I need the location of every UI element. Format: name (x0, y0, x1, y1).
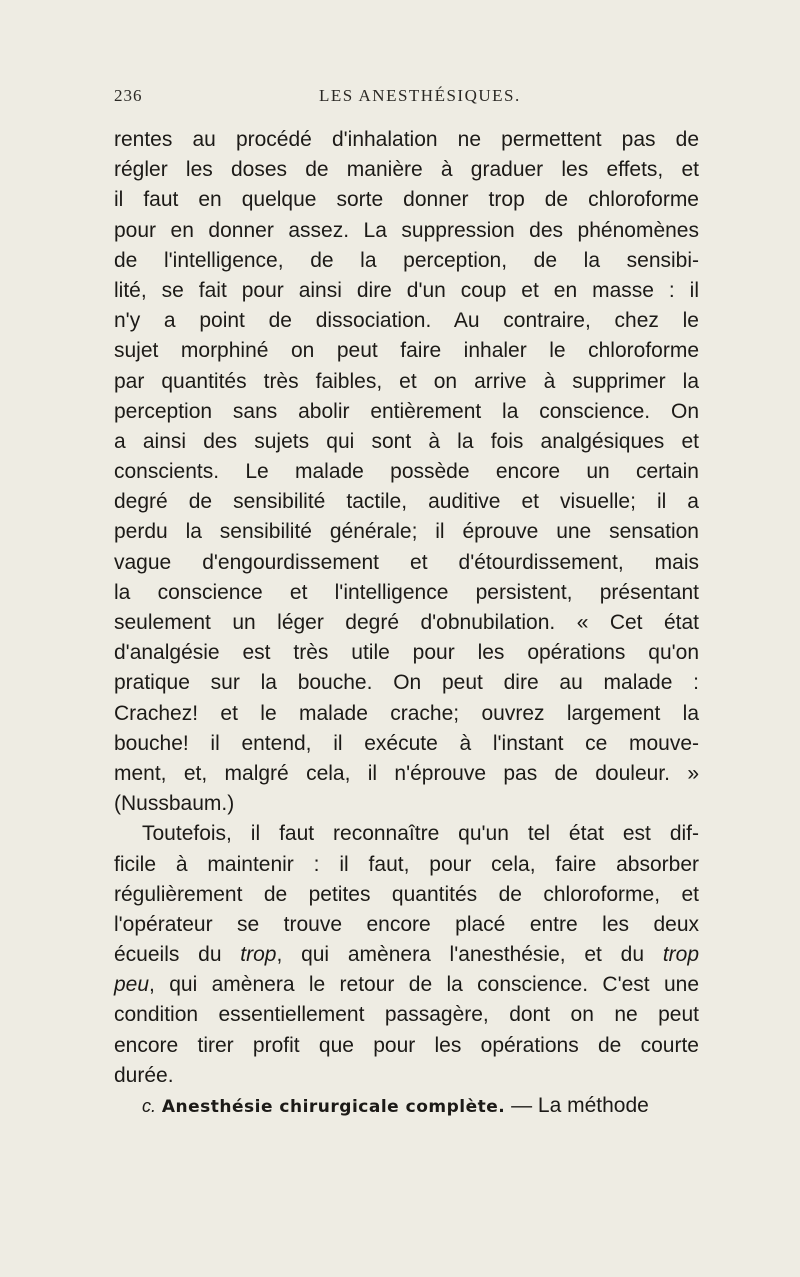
page-number: 236 (114, 86, 143, 105)
italic-word: trop (240, 943, 277, 967)
italic-word: trop (662, 943, 699, 967)
text-line: sujet morphiné on peut faire inhaler le chloroforme (114, 339, 699, 363)
text-line: l'opérateur se trouve encore placé entre les deux (114, 912, 699, 936)
text-line: de l'intelligence, de la perception, de la sensibi- (114, 248, 699, 272)
text-line: par quantités très faibles, et on arrive à supprimer la (114, 369, 699, 393)
text-line: encore tirer profit que pour les opérations de courte (114, 1033, 699, 1057)
text-line: rentes au procédé d'inhalation ne permettent pas de (114, 128, 699, 151)
text-line: pour en donner assez. La suppression des phénomènes (114, 218, 699, 242)
text-fragment: écueils du (114, 943, 222, 967)
body-text (114, 125, 699, 1121)
text-line-italic-mix (114, 940, 699, 970)
text-line: ficile à maintenir : il faut, pour cela, faire absorber (114, 852, 699, 876)
text-line: a ainsi des sujets qui sont à la fois analgésiques et (114, 429, 699, 453)
text-line: durée. (114, 1063, 174, 1087)
text-line: pratique sur la bouche. On peut dire au malade : (114, 671, 699, 695)
text-line: n'y a point de dissociation. Au contraire, chez le (114, 309, 699, 333)
italic-word: peu (114, 973, 150, 997)
text-line: régulièrement de petites quantités de chloroforme, et (114, 882, 699, 906)
text-line: seulement un léger degré d'obnubilation. « Cet état (114, 611, 699, 634)
text-line: ment, et, malgré cela, il n'éprouve pas de douleur. » (114, 761, 699, 785)
text-line: régler les doses de manière à graduer les effets, et (114, 158, 699, 182)
text-line: perception sans abolir entièrement la conscience. On (114, 399, 699, 423)
text-line: conscients. Le malade possède encore un certain (114, 460, 699, 484)
text-line: il faut en quelque sorte donner trop de chloroforme (114, 188, 699, 212)
running-head: LES ANESTHÉSIQUES. (319, 86, 521, 105)
text-line: condition essentiellement passagère, dont on ne peut (114, 1003, 699, 1027)
text-line: bouche! il entend, il exécute à l'instant ce mouve- (114, 731, 699, 755)
subheading-rest: — La méthode (505, 1094, 649, 1117)
text-fragment: , qui amènera le retour de la conscience. C'est une (149, 973, 699, 997)
section-subheading (114, 1091, 699, 1121)
text-line: d'analgésie est très utile pour les opérations qu'on (114, 641, 699, 665)
text-line-italic-mix (114, 970, 699, 1000)
text-line: degré de sensibilité tactile, auditive et visuelle; il a (114, 490, 699, 514)
text-line: la conscience et l'intelligence persistent, présentant (114, 580, 699, 604)
text-line: lité, se fait pour ainsi dire d'un coup et en masse : il (114, 278, 699, 302)
text-line: Crachez! et le malade crache; ouvrez largement la (114, 701, 699, 725)
text-line: perdu la sensibilité générale; il éprouve une sensation (114, 520, 699, 544)
text-fragment: , qui amènera l'anesthésie, et du (276, 943, 645, 967)
text-line: Toutefois, il faut reconnaître qu'un tel état est dif- (142, 822, 699, 846)
subheading-title: Anesthésie chirurgicale complète. (161, 1097, 506, 1117)
subheading-letter: c. (142, 1096, 157, 1116)
text-line: (Nussbaum.) (114, 792, 235, 816)
text-line: vague d'engourdissement et d'étourdissement, mais (114, 550, 699, 574)
page-header (114, 86, 694, 110)
